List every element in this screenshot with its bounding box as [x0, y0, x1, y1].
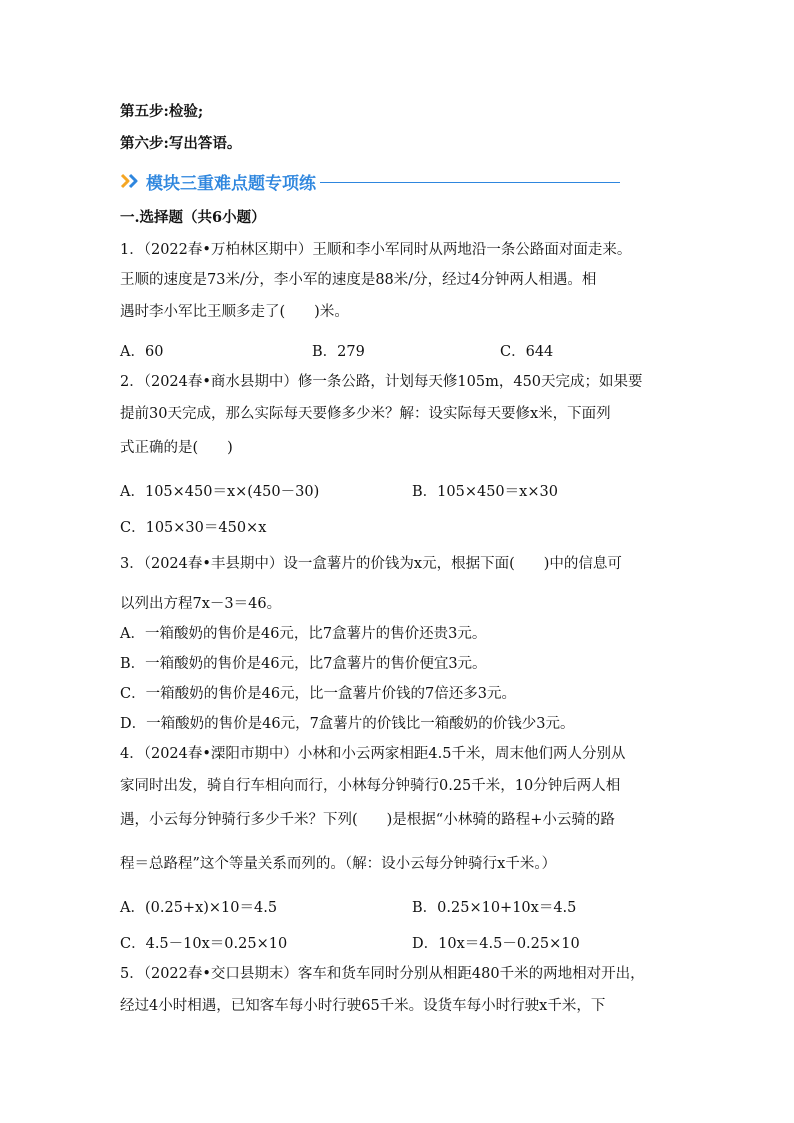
step-five: 第五步:检验; [120, 103, 204, 120]
question-5-line-2: 经过4小时相遇，已知客车每小时行驶65千米。设货车每小时行驶x千米，下 [120, 998, 606, 1014]
module-rule [320, 182, 620, 183]
question-1-option-c: C．644 [500, 344, 554, 360]
question-3-option-d: D．一箱酸奶的售价是46元，7盒薯片的价钱比一箱酸奶的价钱少3元。 [120, 716, 575, 732]
module-header [120, 168, 620, 194]
question-5-line-1: 5．（2022春•交口县期末）客车和货车同时分别从相距480千米的两地相对开出， [120, 966, 645, 982]
question-1-line-3: 遇时李小军比王顺多走了( )米。 [120, 304, 349, 320]
question-1-option-a: A．60 [120, 344, 164, 360]
question-3-option-b: B．一箱酸奶的售价是46元，比7盒薯片的售价便宜3元。 [120, 656, 487, 672]
question-2-option-c: C．105×30＝450×x [120, 520, 267, 536]
question-4-option-c: C．4.5－10x＝0.25×10 [120, 936, 288, 952]
question-3-option-c: C．一箱酸奶的售价是46元，比一盒薯片价钱的7倍还多3元。 [120, 686, 516, 702]
module-title: 模块三重难点题专项练 [146, 173, 316, 194]
question-1-line-2: 王顺的速度是73米/分，李小军的速度是88米/分，经过4分钟两人相遇。相 [120, 272, 597, 288]
question-4-line-4: 程＝总路程”这个等量关系而列的。（解：设小云每分钟骑行x千米。） [120, 856, 557, 872]
section-title: 一.选择题（共6小题） [120, 209, 266, 226]
question-4-line-3: 遇，小云每分钟骑行多少千米？下列( )是根据“小林骑的路程+小云骑的路 [120, 812, 615, 828]
question-4-line-1: 4．（2024春•溧阳市期中）小林和小云两家相距4.5千米，周末他们两人分别从 [120, 746, 626, 762]
question-4-line-2: 家同时出发，骑自行车相向而行，小林每分钟骑行0.25千米，10分钟后两人相 [120, 778, 621, 794]
question-1-option-b: B．279 [312, 344, 365, 360]
question-2-line-1: 2．（2024春•商水县期中）修一条公路，计划每天修105m，450天完成；如果要 [120, 374, 643, 390]
question-3-line-1: 3．（2024春•丰县期中）设一盒薯片的价钱为x元，根据下面( )中的信息可 [120, 556, 622, 572]
double-chevron-icon [120, 173, 142, 189]
question-1-line-1: 1．（2022春•万柏林区期中）王顺和李小军同时从两地沿一条公路面对面走来。 [120, 242, 632, 258]
question-3-option-a: A．一箱酸奶的售价是46元，比7盒薯片的售价还贵3元。 [120, 626, 487, 642]
question-4-option-b: B．0.25×10+10x＝4.5 [412, 900, 577, 916]
question-2-line-3: 式正确的是( ) [120, 440, 233, 456]
question-2-option-a: A．105×450＝x×(450－30) [120, 484, 320, 500]
question-2-option-b: B．105×450＝x×30 [412, 484, 558, 500]
question-4-option-a: A．(0.25+x)×10＝4.5 [120, 900, 278, 916]
question-2-line-2: 提前30天完成，那么实际每天要修多少米？解：设实际每天要修x米，下面列 [120, 406, 611, 422]
step-six: 第六步:写出答语。 [120, 135, 242, 152]
question-4-option-d: D．10x＝4.5－0.25×10 [412, 936, 580, 952]
question-3-line-2: 以列出方程7x－3＝46。 [120, 596, 282, 612]
